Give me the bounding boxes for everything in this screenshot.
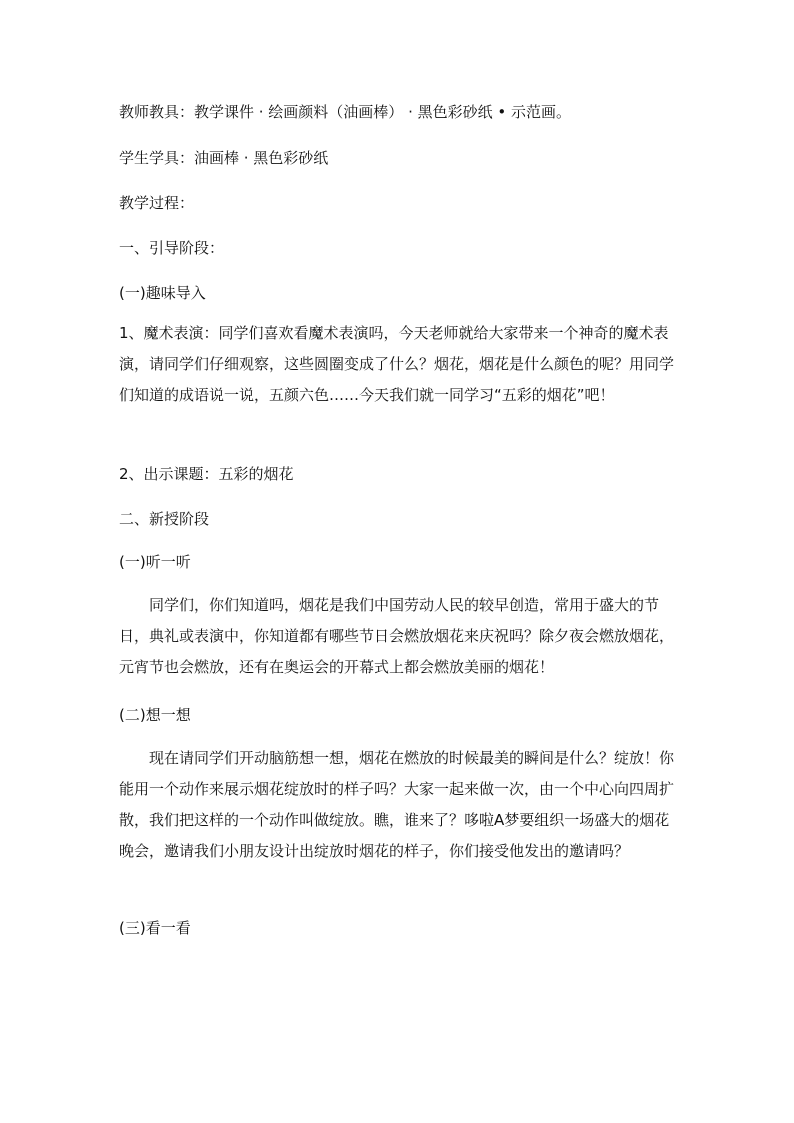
section-fun-intro-heading: (一)趣味导入 [119, 284, 206, 302]
section-look-heading: (三)看一看 [119, 919, 191, 937]
stage-two-heading: 二、新授阶段 [119, 510, 210, 528]
section-listen-heading: (一)听一听 [119, 553, 191, 571]
topic-line: 2、出示课题：五彩的烟花 [119, 465, 294, 483]
process-heading: 教学过程： [119, 194, 195, 212]
think-paragraph: 现在请同学们开动脑筋想一想，烟花在燃放的时候最美的瞬间是什么？绽放！你能用一个动作来展示烟花绽放时的样子吗？大家一起来做一次，由一个中心向四周扩散，我们把这样的一个动作叫做绽放。瞧，谁来了？哆啦A梦要组织一场盛大的烟花晚会，邀请我们小朋友设计出绽放时烟花的样子，你们接受他发出的邀请吗？ [119, 749, 675, 860]
listen-paragraph: 同学们，你们知道吗，烟花是我们中国劳动人民的较早创造，常用于盛大的节日，典礼或表演中，你知道都有哪些节日会燃放烟花来庆祝吗？除夕夜会燃放烟花，元宵节也会燃放，还有在奥运会的开幕式上都会燃放美丽的烟花！ [119, 596, 675, 676]
student-tools-line: 学生学具：油画棒 · 黑色彩砂纸 [119, 149, 329, 167]
magic-show-paragraph: 1、魔术表演：同学们喜欢看魔术表演吗，今天老师就给大家带来一个神奇的魔术表演，请同学们仔细观察，这些圆圈变成了什么？烟花，烟花是什么颜色的呢？用同学们知道的成语说一说，五颜六色……今天我们就一同学习“五彩的烟花”吧！ [119, 324, 675, 404]
section-think-heading: (二)想一想 [119, 706, 191, 724]
stage-one-heading: 一、引导阶段： [119, 239, 225, 257]
teacher-tools-line: 教师教具：教学课件 · 绘画颜料（油画棒） · 黑色彩砂纸 • 示范画。 [119, 103, 571, 121]
